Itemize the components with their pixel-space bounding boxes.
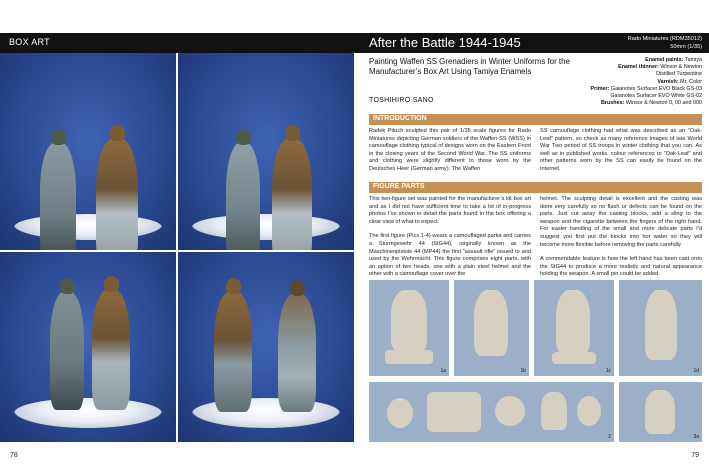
parts-column-right: helmet. The sculpting detail is excellent and the casting was done very carefully so no flash or defects can be found on the parts. Just cut away the casting blocks, add a sling to the weapon and the cigarette between the fingers of the right hand. For easier handling of the small and more delicate parts I’d suggest you first put the blocks into hot water so they will become more flexible before removing the parts carefully. A commendable feature is how the left hand has been cast onto the StG44 to produce a more realistic and natural appearance holding the weapon. A small pin could be added [540,196,702,278]
parts-photo-2: 2 [369,382,614,442]
page-number-right: 79 [691,452,699,459]
right-page [354,0,709,472]
parts-photo-1a: 1a [369,280,449,376]
materials-line: Brushes: Winsor & Newton 0, 00 and 000 [601,100,702,107]
intro-column-right: SS camouflage clothing had what was described as an “Oak-Leaf” pattern, so check as many reference images of late World War Two period of SS troops in winter clothing that you can. As well as in published works, colour references to “Oak-Leaf” and other patterns worn by the SS can easily be found on the Internet. [540,128,702,172]
page-number-left: 78 [10,452,18,459]
left-page [0,0,354,472]
kit-info [628,35,702,51]
article-title: After the Battle 1944-1945 [369,35,521,50]
parts-photo-1c: 1c [534,280,614,376]
materials-line: Varnish: Mr. Color [657,78,702,85]
parts-photo-3a: 3a [619,382,702,442]
photo-rear-view [178,53,354,250]
photo-side-view [0,252,176,442]
photo-front-view [0,53,176,250]
kit-scale: 50mm (1/35) [670,44,702,50]
kit-manufacturer: Rado Miniatures (RDM35012) [627,36,702,42]
section-heading-figure-parts: FIGURE PARTS [369,182,702,193]
parts-photo-1d: 1d [619,280,702,376]
materials-line: Enamel thinner: Winsor & Newton [618,64,702,71]
author-name: TOSHIHIRO SANO [369,97,434,104]
parts-photo-1b: 1b [454,280,529,376]
parts-column-left: This two-figure set was painted for the manufacturer’s kit box art and as I did not have sufficient time to take a lot of in-progress photos I’ve shown in detail the parts found in the box offering a clear view of what to expect. The first figure (Pics 1-4) wears a camouflaged parka and carries a Sturmgewehr 44 (StG44), originally known as the Maschinenpistole 44 (MP44) the first “assault rifle” issued to and used by the Wehrmacht. This figure comprises eight parts, with an option of two heads, one with a plain steel helmet and the other with a camouflage cover over the [369,196,531,278]
article-header [354,33,709,53]
materials-line: Primer: Gaianotes Surfacer EVO Black GS-03 [590,85,702,92]
section-heading-introduction: INTRODUCTION [369,114,702,125]
materials-line: Distilled Turpentine [656,71,702,78]
left-page-header [0,33,354,53]
intro-column-left: Radek Pituch sculpted this pair of 1/35 scale figures for Rado Miniatures depicting German soldiers of the Waffen-SS (WSS) in camouflage clothing typical of designs worn on the Eastern Front in the closing years of the Second World War. The SS uniforms and clothing were slightly different to those worn by the Deutsches Heer (German army). The Waffen [369,128,531,172]
materials-list [552,57,702,107]
materials-line: Gaianotes Surfacer EVO White GS-02 [610,93,702,100]
article-subtitle: Painting Waffen SS Grenadiers in Winter Uniforms for the Manufacturer’s Box Art Using Tamiya Enamels [369,57,570,76]
photo-back-view [178,252,354,442]
section-label: BOX ART [9,37,50,47]
materials-line: Enamel paints: Tamiya [645,57,702,63]
